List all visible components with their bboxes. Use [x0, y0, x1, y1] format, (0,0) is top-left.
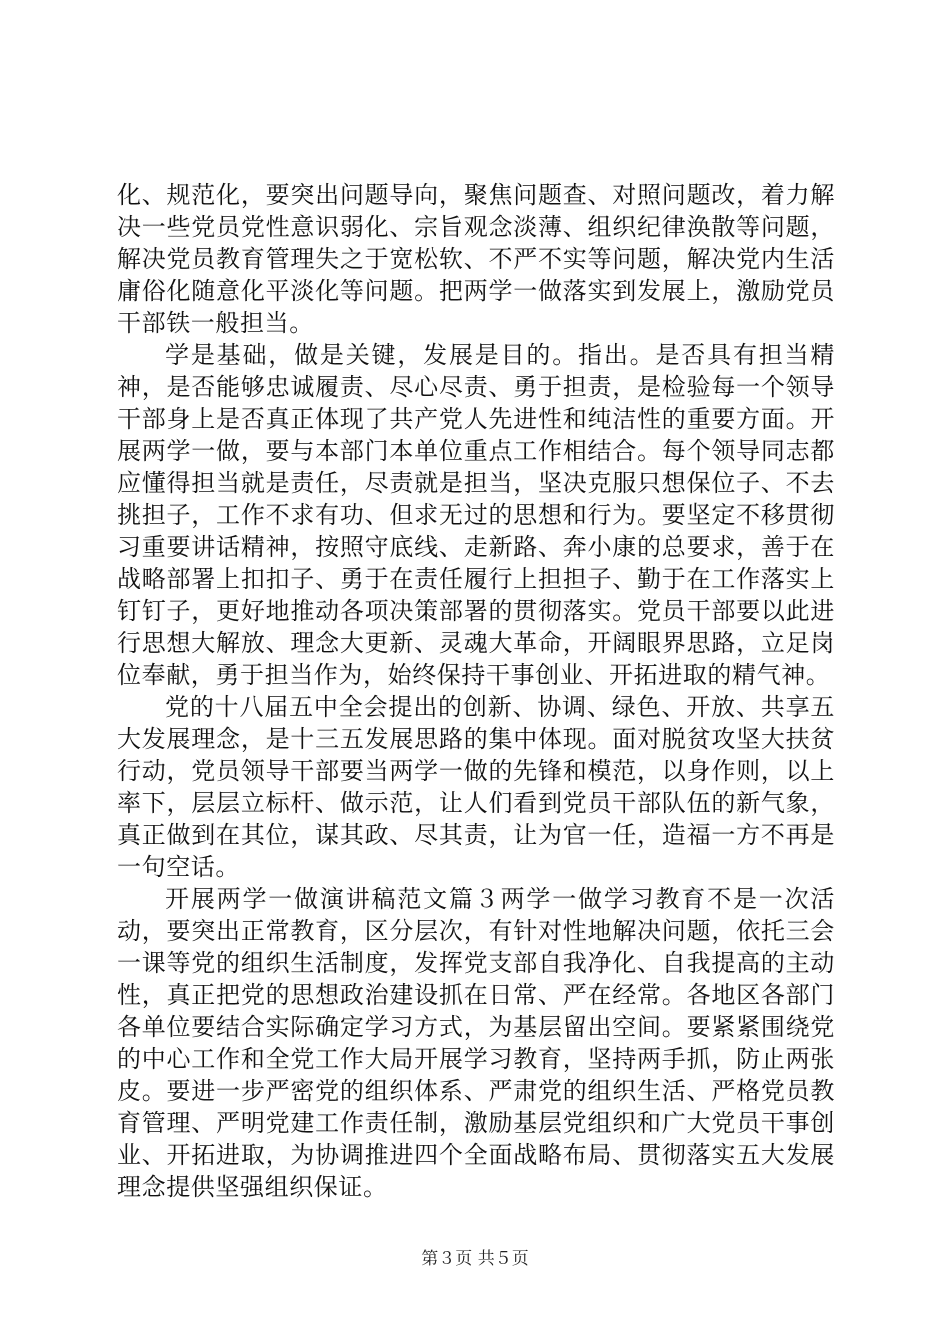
page-number-footer: 第３页 共５页 [421, 1249, 529, 1269]
document-body [117, 179, 835, 1203]
paragraph-3: 党的十八届五中全会提出的创新、协调、绿色、开放、共享五大发展理念，是十三五发展思路的集中体现。面对脱贫攻坚大扶贫行动，党员领导干部要当两学一做的先锋和模范，以身作则，以上率下，层层立标杆、做示范，让人们看到党员干部队伍的新气象，真正做到在其位，谋其政、尽其责，让为官一任，造福一方不再是一句空话。 [117, 693, 835, 881]
paragraph-1: 化、规范化，要突出问题导向，聚焦问题查、对照问题改，着力解决一些党员党性意识弱化、宗旨观念淡薄、组织纪律涣散等问题，解决党员教育管理失之于宽松软、不严不实等问题，解决党内生活庸俗化随意化平淡化等问题。把两学一做落实到发展上，激励党员干部铁一般担当。 [117, 181, 835, 337]
paragraph-2: 学是基础，做是关键，发展是目的。指出。是否具有担当精神，是否能够忠诚履责、尽心尽责、勇于担责，是检验每一个领导干部身上是否真正体现了共产党人先进性和纯洁性的重要方面。开展两学一做，要与本部门本单位重点工作相结合。每个领导同志都应懂得担当就是责任，尽责就是担当，坚决克服只想保位子、不去挑担子，工作不求有功、但求无过的思想和行为。要坚定不移贯彻习重要讲话精神，按照守底线、走新路、奔小康的总要求，善于在战略部署上扣扣子、勇于在责任履行上担担子、勤于在工作落实上钉钉子，更好地推动各项决策部署的贯彻落实。党员干部要以此进行思想大解放、理念大更新、灵魂大革命，开阔眼界思路，立足岗位奉献，勇于担当作为，始终保持干事创业、开拓进取的精气神。 [117, 341, 835, 689]
paragraph-4: 开展两学一做演讲稿范文篇３两学一做学习教育不是一次活动，要突出正常教育，区分层次，有针对性地解决问题，依托三会一课等党的组织生活制度，发挥党支部自我净化、自我提高的主动性，真正把党的思想政治建设抓在日常、严在经常。各地区各部门各单位要结合实际确定学习方式，为基层留出空间。要紧紧围绕党的中心工作和全党工作大局开展学习教育，坚持两手抓，防止两张皮。要进一步严密党的组织体系、严肃党的组织生活、严格党员教育管理、严明党建工作责任制，激励基层党组织和广大党员干事创业、开拓进取，为协调推进四个全面战略布局、贯彻落实五大发展理念提供坚强组织保证。 [117, 885, 835, 1201]
